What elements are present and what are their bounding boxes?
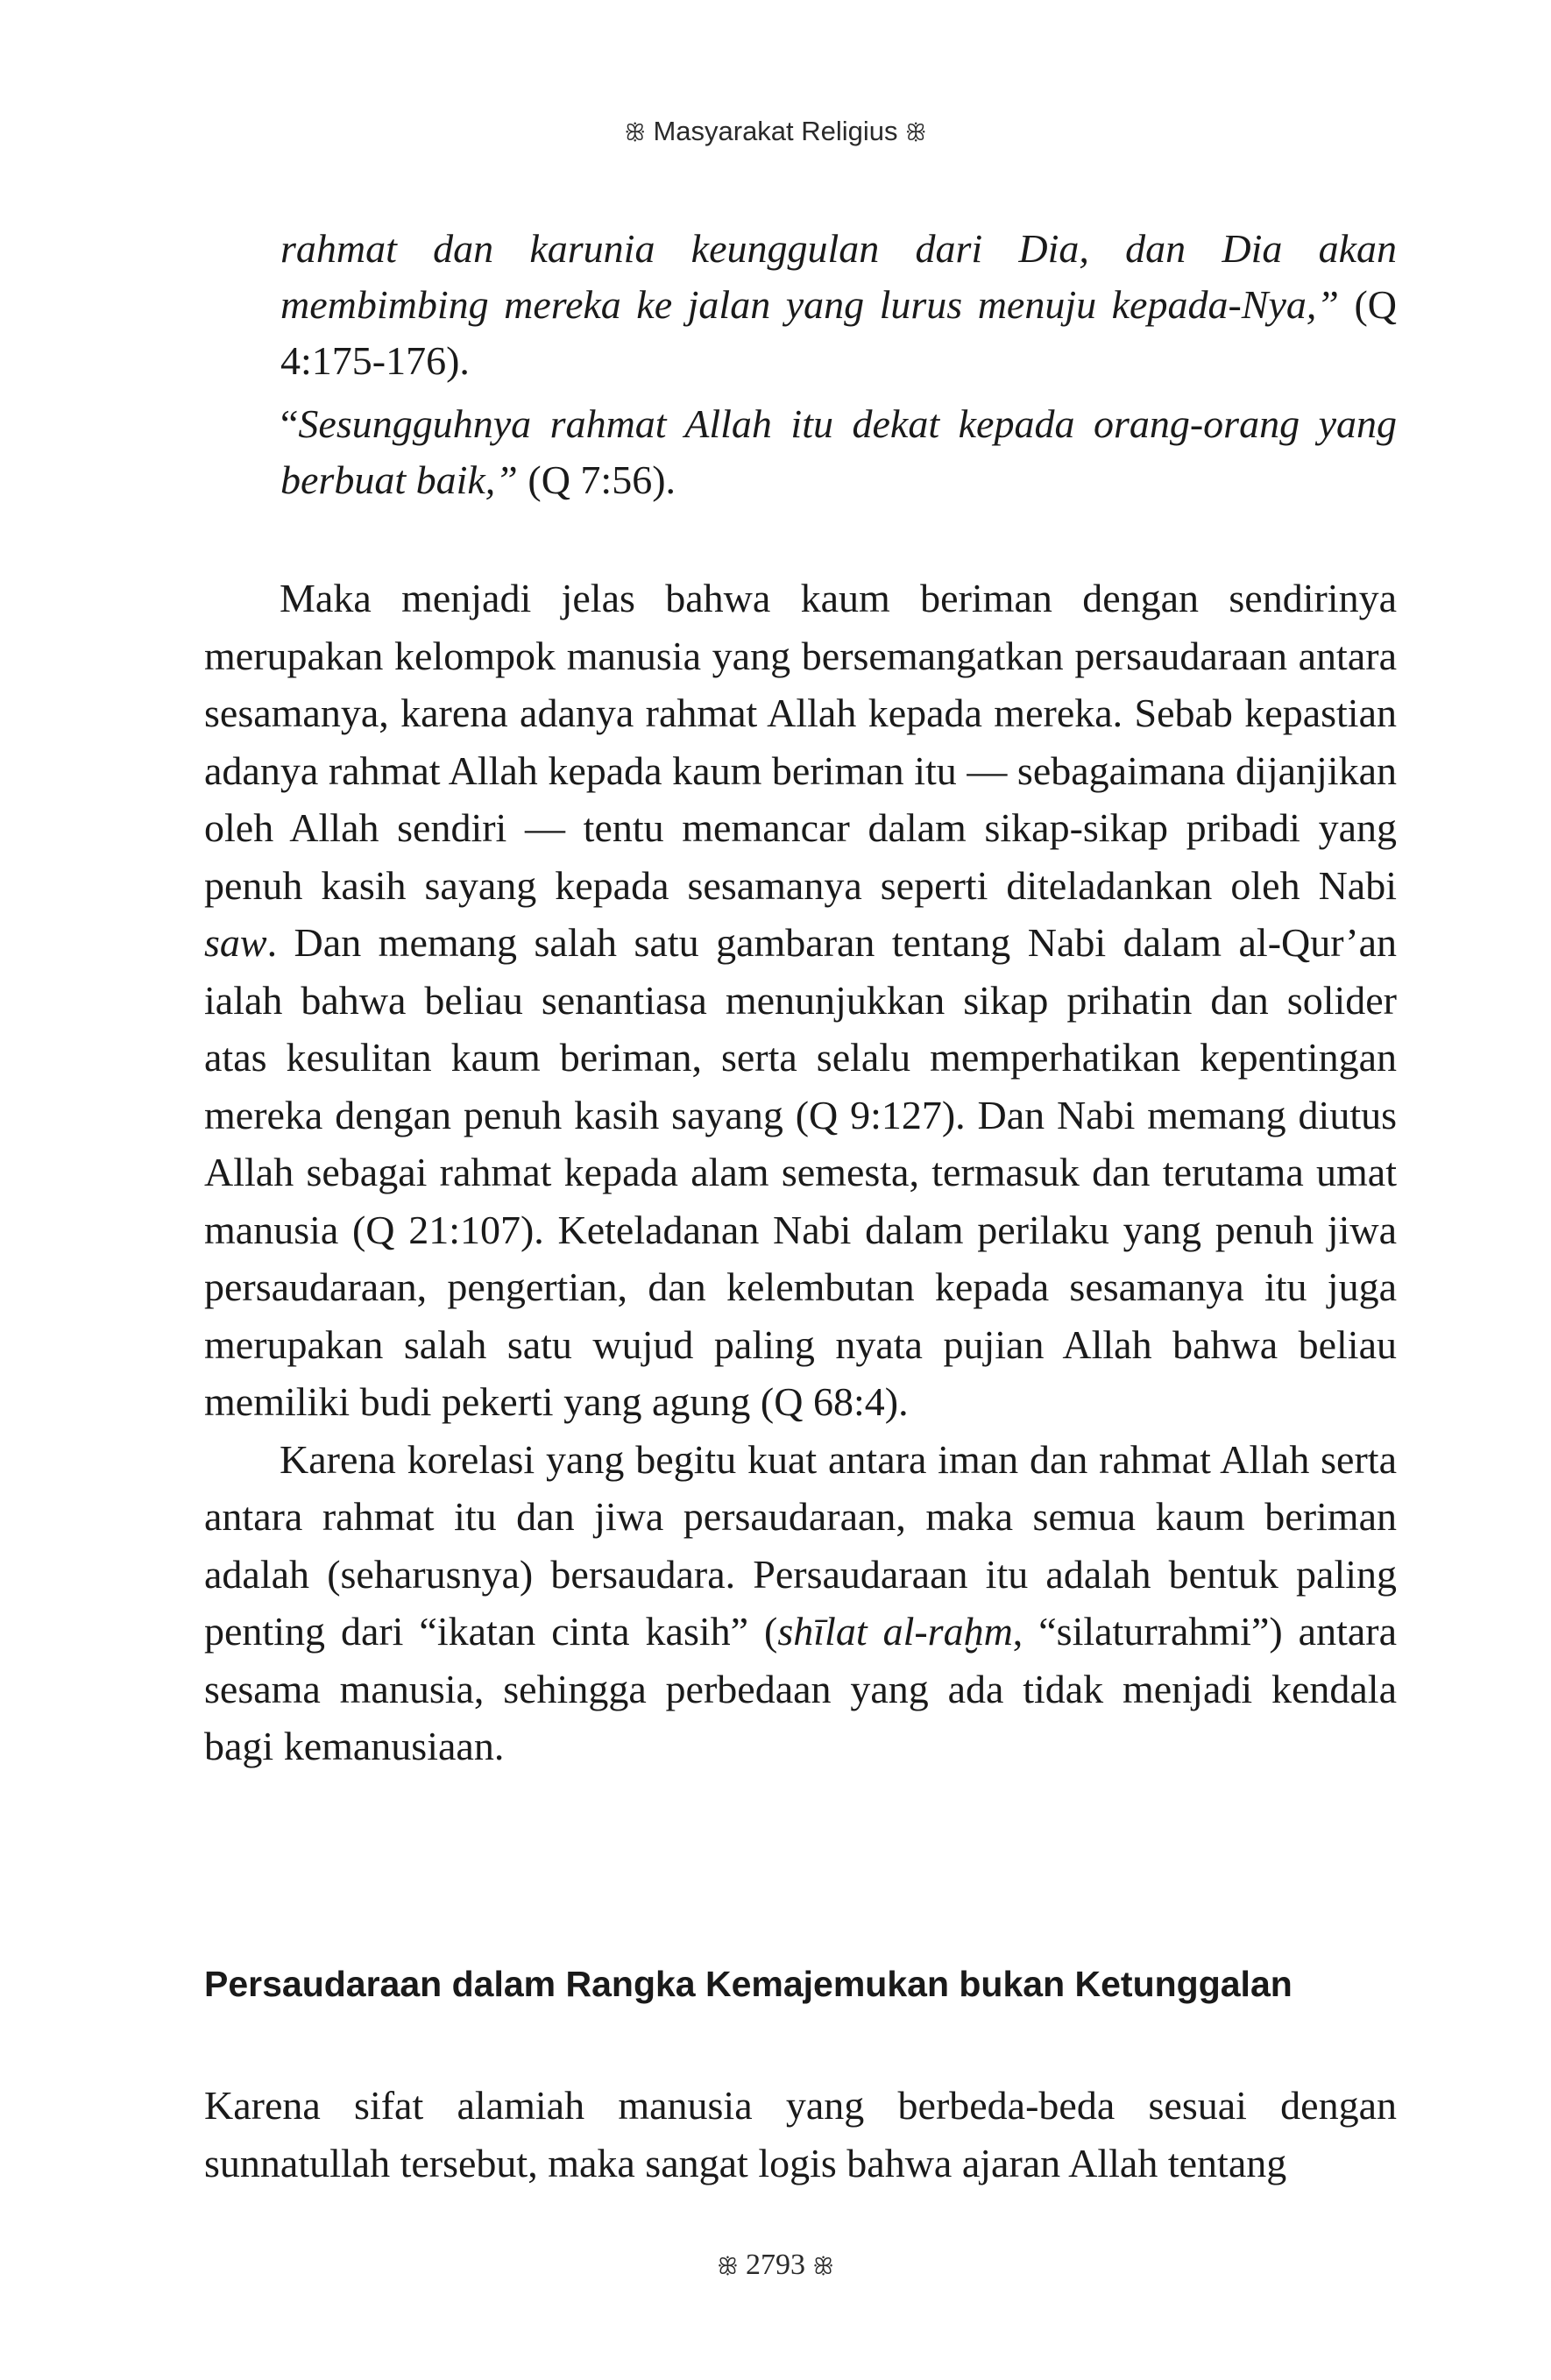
ornament-right-icon: ꕥ (905, 120, 927, 146)
paragraph-1-part-b: . Dan memang salah satu gambaran tentang Nabi dalam al-Qur’an ialah bahwa beliau senantiasa menunjukkan sikap prihatin dan solider atas kesulitan kaum beriman, serta selalu memperhatikan kepentingan mereka dengan penuh kasih sayang (Q 9:127). Dan Nabi memang diutus Allah sebagai rahmat kepada alam semesta, termasuk dan terutama umat manusia (Q 21:107). Keteladanan Nabi dalam perilaku yang penuh jiwa persaudaraan, pengertian, dan kelembutan kepada sesamanya itu juga merupakan salah satu wujud paling nyata pujian Allah bahwa beliau memiliki budi pekerti yang agung (Q 68:4). (204, 920, 1397, 1424)
page-number: 2793 (746, 2249, 805, 2281)
paragraph-2 (204, 1431, 1397, 1775)
page-footer (0, 2249, 1551, 2282)
paragraph-2-part-b: , “silaturrahmi”) antara sesama manusia, sehingga perbedaan yang ada tidak menjadi kendala bagi kemanusiaan. (204, 1609, 1397, 1768)
paragraph-3: Karena sifat alamiah manusia yang berbeda-beda sesuai dengan sunnatullah tersebut, maka sangat logis bahwa ajaran Allah tentang (204, 2083, 1397, 2185)
quote-1-reference: (Q 4:175-176). (280, 282, 1397, 383)
paragraph-1-saw: saw (204, 920, 267, 965)
body-text (204, 570, 1397, 1775)
quote-1-text: rahmat dan karunia keunggulan dari Dia, dan Dia akan membimbing mereka ke jalan yang lurus menuju kepada-Nya,” (280, 226, 1397, 327)
footer-ornament-left-icon: ꕥ (717, 2254, 739, 2280)
paragraph-1 (204, 570, 1397, 1431)
quote-block-2 (280, 396, 1397, 508)
ornament-left-icon: ꕥ (624, 120, 646, 146)
footer-ornament-right-icon: ꕥ (812, 2254, 834, 2280)
paragraph-2-part-a: Karena korelasi yang begitu kuat antara iman dan rahmat Allah serta antara rahmat itu dan jiwa persaudaraan, maka semua kaum beriman adalah (seharusnya) bersaudara. Persaudaraan itu adalah bentuk paling penting dari “ikatan cinta kasih” ( (204, 1436, 1397, 1654)
running-header-title: Masyarakat Religius (653, 116, 898, 146)
paragraph-2-term: shīlat al-raḫm (777, 1609, 1013, 1654)
section-heading: Persaudaraan dalam Rangka Kemajemukan bukan Ketunggalan (204, 1964, 1292, 2004)
quote-2-text: Sesungguhnya rahmat Allah itu dekat kepada orang-orang yang berbuat baik,” (280, 401, 1397, 502)
running-header (0, 116, 1551, 147)
quote-2-reference: (Q 7:56). (517, 457, 676, 502)
quote-2-open-mark: “ (280, 401, 299, 446)
body-text-continued (204, 2077, 1397, 2192)
quote-block-1 (280, 221, 1397, 389)
paragraph-1-part-a: Maka menjadi jelas bahwa kaum beriman dengan sendirinya merupakan kelompok manusia yang bersemangatkan persaudaraan antara sesamanya, karena adanya rahmat Allah kepada mereka. Sebab kepastian adanya rahmat Allah kepada kaum beriman itu — sebagaimana dijanjikan oleh Allah sendiri — tentu memancar dalam sikap-sikap pribadi yang penuh kasih sayang kepada sesamanya seperti diteladankan oleh Nabi (204, 576, 1397, 908)
